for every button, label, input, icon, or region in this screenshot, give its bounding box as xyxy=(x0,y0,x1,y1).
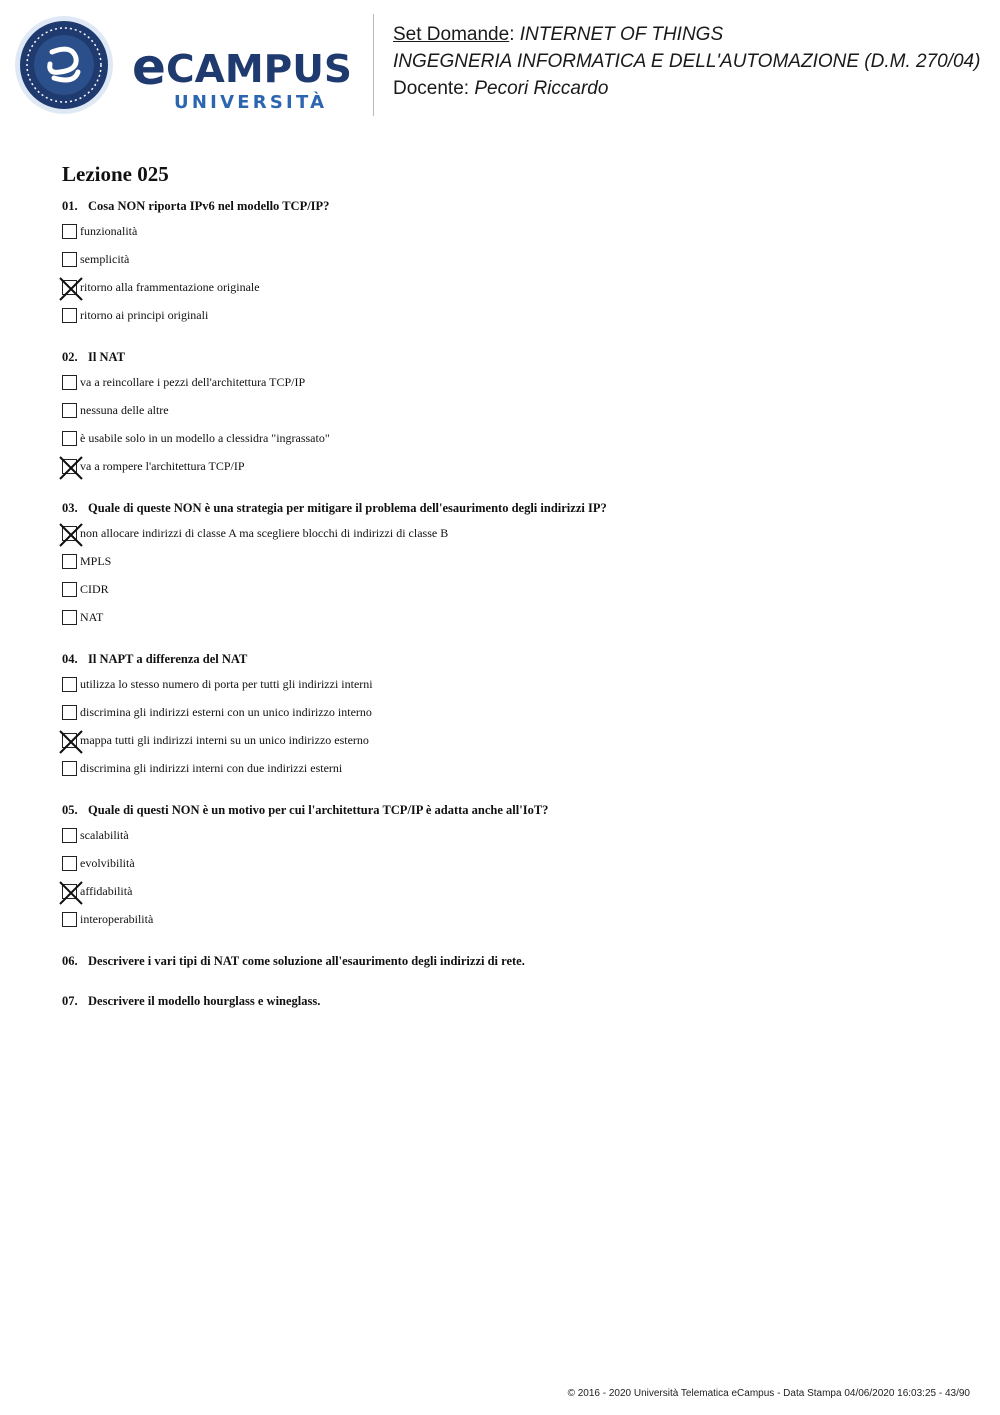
degree-name: INGEGNERIA INFORMATICA E DELL'AUTOMAZIONE (D.M. 270/04) xyxy=(393,51,981,72)
checkbox-checked[interactable] xyxy=(62,526,77,541)
answer-option[interactable] xyxy=(62,251,962,279)
answer-option[interactable] xyxy=(62,279,962,307)
answer-option[interactable] xyxy=(62,525,962,553)
page-header xyxy=(0,0,1000,130)
logo-brand-name: CAMPUS xyxy=(166,47,352,91)
answer-option[interactable] xyxy=(62,883,962,911)
logo-subtitle: UNIVERSITÀ xyxy=(174,92,324,113)
checkbox[interactable] xyxy=(62,828,77,843)
option-label: va a rompere l'architettura TCP/IP xyxy=(80,459,245,473)
answer-option[interactable] xyxy=(62,223,962,251)
logo-brand-e: e xyxy=(132,38,166,96)
question-item xyxy=(62,650,962,788)
checkbox[interactable] xyxy=(62,912,77,927)
teacher-name: Pecori Riccardo xyxy=(474,78,609,99)
option-label: evolvibilità xyxy=(80,856,135,870)
question-number: 01. xyxy=(62,199,78,213)
option-label: mappa tutti gli indirizzi interni su un unico indirizzo esterno xyxy=(80,733,369,747)
option-label: NAT xyxy=(80,610,104,624)
answer-option[interactable] xyxy=(62,307,962,335)
option-label: scalabilità xyxy=(80,828,129,842)
question-label: Descrivere i vari tipi di NAT come soluzione all'esaurimento degli indirizzi di rete. xyxy=(88,954,525,968)
checkbox[interactable] xyxy=(62,856,77,871)
lesson-title: Lezione 025 xyxy=(62,162,169,186)
question-item xyxy=(62,499,962,637)
ecampus-logo xyxy=(14,14,364,118)
question-label: Cosa NON riporta IPv6 nel modello TCP/IP? xyxy=(88,199,330,213)
header-info xyxy=(393,21,980,102)
question-label: Il NAPT a differenza del NAT xyxy=(88,652,248,666)
question-text xyxy=(62,197,962,215)
question-number: 06. xyxy=(62,954,78,968)
answer-option[interactable] xyxy=(62,704,962,732)
checkbox[interactable] xyxy=(62,308,77,323)
answer-option[interactable] xyxy=(62,855,962,883)
checkbox[interactable] xyxy=(62,431,77,446)
page-footer: © 2016 - 2020 Università Telematica eCampus - Data Stampa 04/06/2020 16:03:25 - 43/90 xyxy=(567,1388,970,1399)
answer-option[interactable] xyxy=(62,402,962,430)
question-sheet xyxy=(62,160,962,1032)
checkbox[interactable] xyxy=(62,610,77,625)
open-questions xyxy=(62,952,962,1010)
checkbox[interactable] xyxy=(62,252,77,267)
option-label: CIDR xyxy=(80,582,109,596)
teacher-label: Docente: xyxy=(393,78,475,99)
open-question xyxy=(62,992,962,1010)
question-number: 03. xyxy=(62,501,78,515)
option-label: discrimina gli indirizzi esterni con un unico indirizzo interno xyxy=(80,705,372,719)
answer-option[interactable] xyxy=(62,581,962,609)
question-number: 04. xyxy=(62,652,78,666)
checkbox[interactable] xyxy=(62,375,77,390)
option-label: funzionalità xyxy=(80,224,138,238)
answer-option[interactable] xyxy=(62,430,962,458)
option-label: semplicità xyxy=(80,252,130,266)
answer-option[interactable] xyxy=(62,553,962,581)
option-label: utilizza lo stesso numero di porta per tutti gli indirizzi interni xyxy=(80,677,373,691)
question-label: Quale di questi NON è un motivo per cui l'architettura TCP/IP è adatta anche all'IoT? xyxy=(88,803,549,817)
answer-option[interactable] xyxy=(62,676,962,704)
checkbox-checked[interactable] xyxy=(62,280,77,295)
answer-option[interactable] xyxy=(62,827,962,855)
option-label: affidabilità xyxy=(80,884,133,898)
checkbox[interactable] xyxy=(62,705,77,720)
question-text xyxy=(62,801,962,819)
option-label: discrimina gli indirizzi interni con due indirizzi esterni xyxy=(80,761,343,775)
question-label: Quale di queste NON è una strategia per mitigare il problema dell'esaurimento degli indirizzi IP? xyxy=(88,501,607,515)
answer-option[interactable] xyxy=(62,911,962,939)
option-label: va a reincollare i pezzi dell'architettura TCP/IP xyxy=(80,375,306,389)
question-item xyxy=(62,197,962,335)
question-number: 07. xyxy=(62,994,78,1008)
question-number: 02. xyxy=(62,350,78,364)
option-label: ritorno alla frammentazione originale xyxy=(80,280,260,294)
checkbox[interactable] xyxy=(62,403,77,418)
option-label: nessuna delle altre xyxy=(80,403,169,417)
set-separator: : xyxy=(509,24,520,45)
header-divider xyxy=(373,14,374,116)
course-name: INTERNET OF THINGS xyxy=(519,24,724,45)
option-label: non allocare indirizzi di classe A ma scegliere blocchi di indirizzi di classe B xyxy=(80,526,449,540)
question-item xyxy=(62,801,962,939)
checkbox-checked[interactable] xyxy=(62,733,77,748)
question-text xyxy=(62,348,962,366)
checkbox[interactable] xyxy=(62,554,77,569)
header-set-line xyxy=(393,21,980,48)
set-label: Set Domande xyxy=(393,24,510,45)
answer-option[interactable] xyxy=(62,609,962,637)
option-label: è usabile solo in un modello a clessidra "ingrassato" xyxy=(80,431,330,445)
checkbox[interactable] xyxy=(62,677,77,692)
answer-option[interactable] xyxy=(62,760,962,788)
open-question xyxy=(62,952,962,970)
question-label: Descrivere il modello hourglass e wineglass. xyxy=(88,994,321,1008)
option-label: interoperabilità xyxy=(80,912,154,926)
multiple-choice-questions xyxy=(62,197,962,939)
checkbox[interactable] xyxy=(62,582,77,597)
checkbox[interactable] xyxy=(62,761,77,776)
checkbox-checked[interactable] xyxy=(62,884,77,899)
question-text xyxy=(62,650,962,668)
question-text xyxy=(62,499,962,517)
checkbox[interactable] xyxy=(62,224,77,239)
answer-option[interactable] xyxy=(62,458,962,486)
question-label: Il NAT xyxy=(88,350,125,364)
option-label: ritorno ai principi originali xyxy=(80,308,209,322)
option-label: MPLS xyxy=(80,554,112,568)
question-number: 05. xyxy=(62,803,78,817)
question-item xyxy=(62,348,962,486)
header-teacher-line xyxy=(393,75,980,102)
answer-option[interactable] xyxy=(62,374,962,402)
checkbox-checked[interactable] xyxy=(62,459,77,474)
answer-option[interactable] xyxy=(62,732,962,760)
